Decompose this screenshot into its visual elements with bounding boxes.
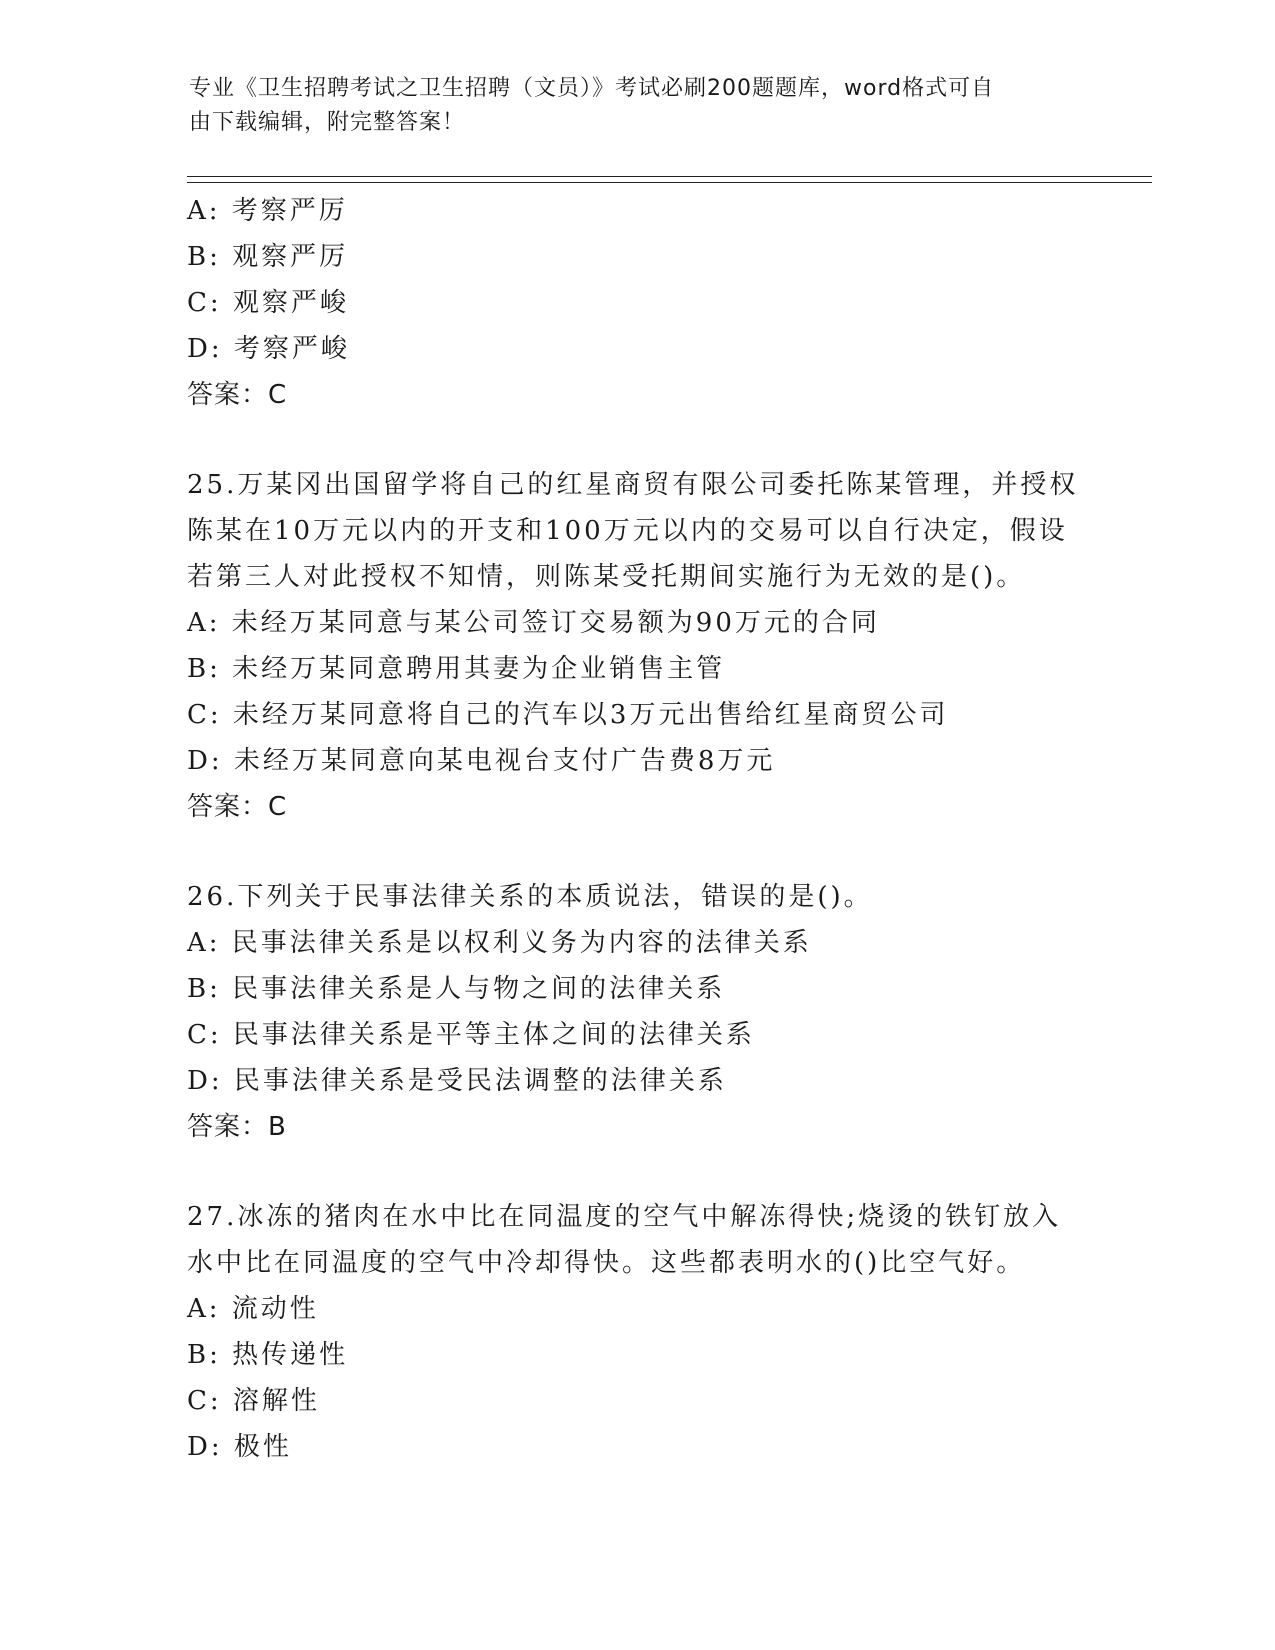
option-c: C: 溶解性: [187, 1386, 320, 1416]
header-line-2: 由下载编辑，附完整答案！: [189, 110, 466, 135]
option-c: C: 观察严峻: [187, 288, 349, 318]
question-25: [187, 462, 1087, 830]
option-d: D: 民事法律关系是受民法调整的法律关系: [187, 1066, 727, 1096]
option-a: A: 民事法律关系是以权利义务为内容的法律关系: [187, 928, 812, 958]
question-27: [187, 1194, 1087, 1470]
option-c: C: 未经万某同意将自己的汽车以3万元出售给红星商贸公司: [187, 700, 949, 730]
document-header: [189, 72, 1069, 140]
question-stem-line: 陈某在10万元以内的开支和100万元以内的交易可以自行决定，假设: [187, 516, 1068, 546]
header-divider-bottom: [187, 182, 1152, 183]
answer-line: 答案：C: [187, 380, 288, 410]
option-b: B: 热传递性: [187, 1340, 349, 1370]
option-c: C: 民事法律关系是平等主体之间的法律关系: [187, 1020, 755, 1050]
option-d: D: 极性: [187, 1432, 292, 1462]
option-d: D: 考察严峻: [187, 334, 350, 364]
answer-line: 答案：B: [187, 1112, 287, 1142]
answer-line: 答案：C: [187, 792, 288, 822]
option-a: A: 考察严厉: [187, 196, 348, 226]
question-fragment: [187, 188, 1087, 418]
option-b: B: 未经万某同意聘用其妻为企业销售主管: [187, 654, 726, 684]
header-line-1: 专业《卫生招聘考试之卫生招聘（文员）》考试必刷200题题库，word格式可自: [189, 76, 995, 101]
question-stem-line: 27.冰冻的猪肉在水中比在同温度的空气中解冻得快;烧烫的铁钉放入: [187, 1202, 1062, 1232]
question-26: [187, 874, 1087, 1150]
question-stem-line: 水中比在同温度的空气中冷却得快。这些都表明水的()比空气好。: [187, 1248, 1026, 1278]
question-content: [187, 188, 1087, 1470]
option-b: B: 民事法律关系是人与物之间的法律关系: [187, 974, 726, 1004]
option-a: A: 未经万某同意与某公司签订交易额为90万元的合同: [187, 608, 880, 638]
header-divider-top: [187, 176, 1152, 177]
option-d: D: 未经万某同意向某电视台支付广告费8万元: [187, 746, 776, 776]
question-stem-line: 26.下列关于民事法律关系的本质说法，错误的是()。: [187, 882, 873, 912]
question-stem-line: 25.万某冈出国留学将自己的红星商贸有限公司委托陈某管理，并授权: [187, 470, 1079, 500]
question-stem-line: 若第三人对此授权不知情，则陈某受托期间实施行为无效的是()。: [187, 562, 1026, 592]
option-a: A: 流动性: [187, 1294, 319, 1324]
option-b: B: 观察严厉: [187, 242, 349, 272]
